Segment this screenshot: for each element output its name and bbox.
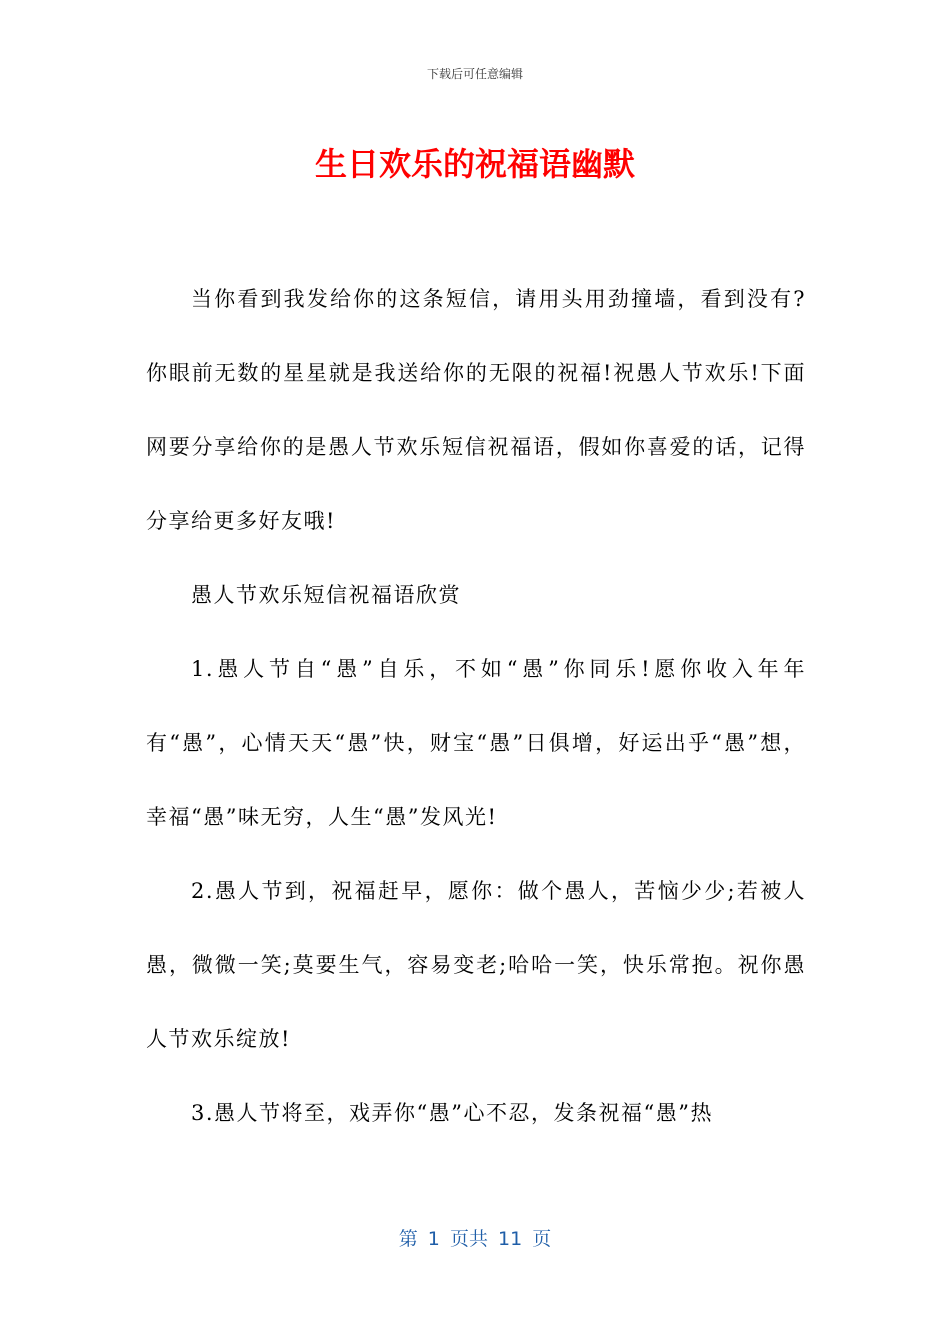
footer-prefix: 第 xyxy=(398,1228,418,1250)
document-title: 生日欢乐的祝福语幽默 xyxy=(314,145,635,183)
footer-total-pages: 11 xyxy=(498,1228,523,1250)
footer-current-page: 1 xyxy=(427,1228,440,1250)
page-footer xyxy=(0,1226,950,1252)
footer-suffix: 页 xyxy=(532,1228,552,1250)
paragraph-item-2: 2.愚人节到，祝福赶早，愿你：做个愚人，苦恼少少;若被人愚，微微一笑;莫要生气，容易变老;哈哈一笑，快乐常抱。祝你愚人节欢乐绽放! xyxy=(146,879,806,1051)
paragraph-intro: 当你看到我发给你的这条短信，请用头用劲撞墙，看到没有?你眼前无数的星星就是我送给你的无限的祝福!祝愚人节欢乐!下面网要分享给你的是愚人节欢乐短信祝福语，假如你喜爱的话，记得分享给更多好友哦! xyxy=(146,287,806,533)
paragraph-item-1: 1.愚人节自“愚”自乐，不如“愚”你同乐!愿你收入年年有“愚”，心情天天“愚”快，财宝“愚”日俱增，好运出乎“愚”想，幸福“愚”味无穷，人生“愚”发风光! xyxy=(146,657,806,829)
document-body xyxy=(146,262,806,1150)
paragraph-item-3: 3.愚人节将至，戏弄你“愚”心不忍，发条祝福“愚”热 xyxy=(191,1101,713,1125)
footer-middle: 页共 xyxy=(449,1228,488,1250)
page-header-note: 下载后可任意编辑 xyxy=(426,67,523,81)
paragraph-section-heading: 愚人节欢乐短信祝福语欣赏 xyxy=(191,583,461,607)
